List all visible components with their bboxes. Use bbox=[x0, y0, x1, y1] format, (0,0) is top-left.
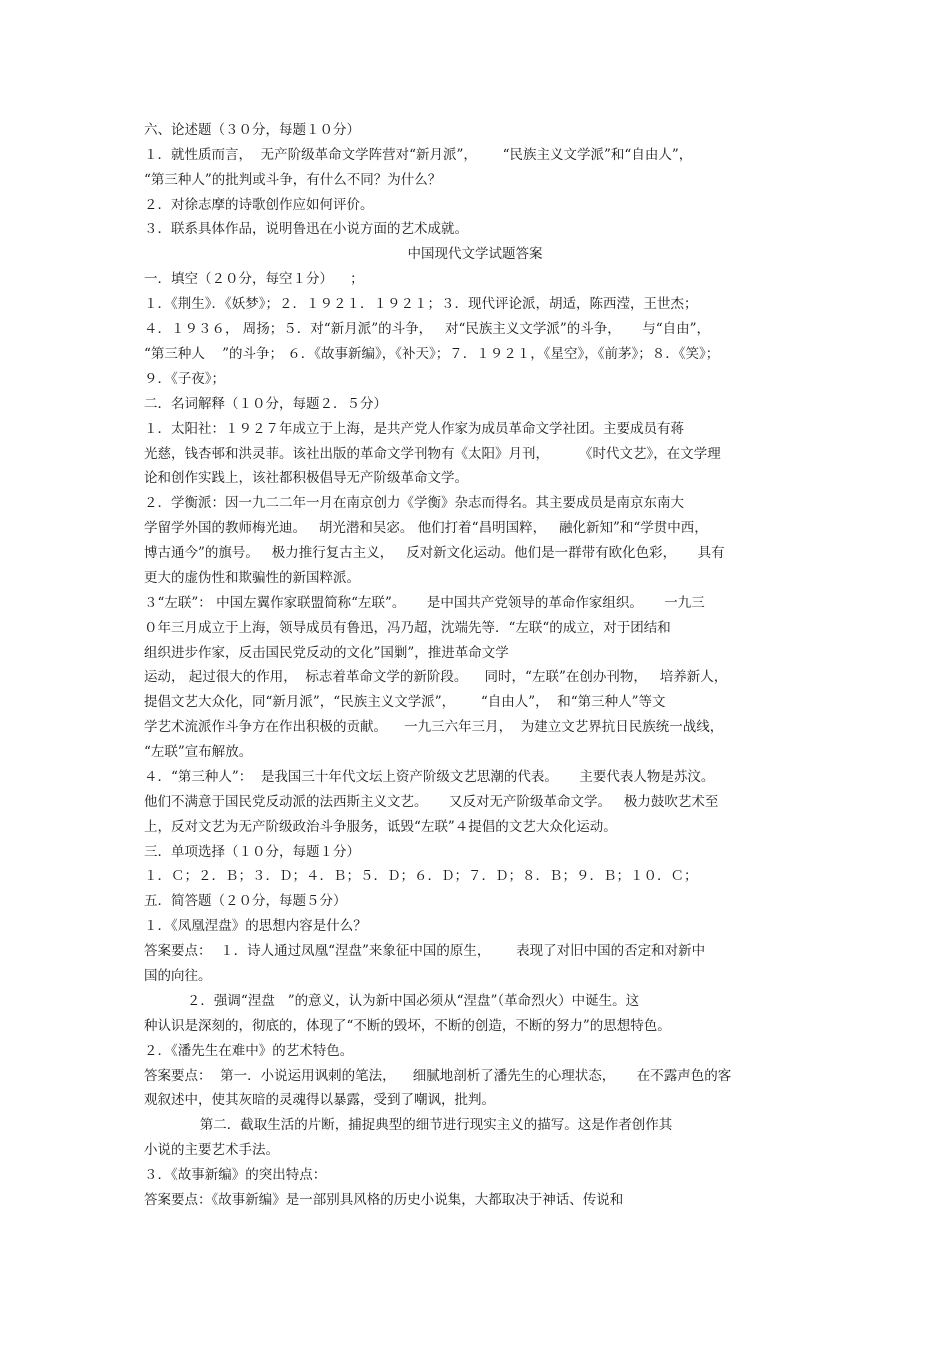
term-xueheng-3: 博古通今”的旗号。 极力推行复古主义， 反对新文化运动。他们是一群带有欧化色彩， 具有 bbox=[144, 545, 725, 561]
term-section-heading: 二．名词解释（１０分，每题２．５分） bbox=[144, 396, 387, 412]
short-answer-2-b: 观叙述中，使其灰暗的灵魂得以暴露，受到了嘲讽，批判。 bbox=[144, 1092, 495, 1108]
short-question-2: ２．《潘先生在难中》的艺术特色。 bbox=[144, 1043, 354, 1059]
essay-question-1-cont: “第三种人”的批判或斗争，有什么不同？为什么？ bbox=[144, 172, 442, 188]
term-zuolian-4: 运动， 起过很大的作用， 标志着革命文学的新阶段。 同时，“左联”在创办刊物， 培养新人， bbox=[144, 669, 728, 685]
term-zuolian-6: 学艺术流派作斗争方在作出积极的贡献。 一九三六年三月， 为建立文艺界抗日民族统一战线， bbox=[144, 719, 724, 735]
term-disanzhongren-2: 他们不满意于国民党反动派的法西斯主义文艺。 又反对无产阶级革命文学。 极力鼓吹艺术至 bbox=[144, 794, 719, 810]
fill-blank-answers-3: “第三种人 ”的斗争； ６．《故事新编》，《补天》；７．１９２１，《星空》，《前茅》；８．《笑》； bbox=[144, 346, 720, 362]
term-zuolian-3: 组织进步作家，反击国民党反动的文化”国剿”，推进革命文学 bbox=[144, 645, 509, 661]
short-answer-1-c: ２．强调“涅盘 ”的意义，认为新中国必须从“涅盘”（革命烈火）中诞生。这 bbox=[144, 993, 640, 1009]
term-zuolian-7: “左联”宣布解放。 bbox=[144, 744, 253, 760]
short-answer-3-a: 答案要点：《故事新编》是一部别具风格的历史小说集，大都取决于神话、传说和 bbox=[144, 1192, 624, 1208]
essay-question-2: ２．对徐志摩的诗歌创作应如何评价。 bbox=[144, 197, 374, 213]
short-answer-2-d: 小说的主要艺术手法。 bbox=[144, 1142, 279, 1158]
term-zuolian-5: 提倡文艺大众化，同“新月派”，“民族主义文学派”， “自由人”， 和“第三种人”等文 bbox=[144, 694, 666, 710]
term-disanzhongren-1: ４．“第三种人”： 是我国三十年代文坛上资产阶级文艺思潮的代表。 主要代表人物是苏汶。 bbox=[144, 769, 715, 785]
short-answer-2-a: 答案要点： 第一．小说运用讽刺的笔法， 细腻地剖析了潘先生的心理状态， 在不露声色的客 bbox=[144, 1068, 732, 1084]
fill-blank-answers-2: ４．１９３６， 周扬；５．对“新月派”的斗争， 对“民族主义文学派”的斗争， 与“自由”， bbox=[144, 321, 711, 337]
term-taiyangshe-2: 光慈，钱杏邨和洪灵菲。该社出版的革命文学刊物有《太阳》月刊， 《时代文艺》，在文学理 bbox=[144, 446, 721, 462]
short-answer-heading: 五．简答题（２０分，每题５分） bbox=[144, 893, 347, 909]
answers-title: 中国现代文学试题答案 bbox=[407, 246, 543, 262]
short-answer-1-d: 种认识是深刻的，彻底的，体现了“不断的毁坏，不断的创造，不断的努力”的思想特色。 bbox=[144, 1018, 671, 1034]
essay-section-heading: 六、论述题（３０分，每题１０分） bbox=[144, 122, 360, 138]
term-taiyangshe-3: 论和创作实践上，该社都积极倡导无产阶级革命文学。 bbox=[144, 470, 468, 486]
term-xueheng-2: 学留学外国的教师梅光迪。 胡光潜和吴宓。 他们打着“昌明国粹， 融化新知”和“学贯中西， bbox=[144, 520, 708, 536]
short-answer-1-b: 国的向往。 bbox=[144, 968, 212, 984]
short-question-3: ３．《故事新编》的突出特点： bbox=[144, 1167, 327, 1183]
short-answer-1-a: 答案要点： １．诗人通过凤凰“涅盘”来象征中国的原生， 表现了对旧中国的否定和对新中 bbox=[144, 943, 706, 959]
short-question-1: １．《凤凰涅盘》的思想内容是什么？ bbox=[144, 918, 367, 934]
term-zuolian-1: ３“左联”： 中国左翼作家联盟简称“左联”。 是中国共产党领导的革命作家组织。 一九三 bbox=[144, 595, 705, 611]
short-answer-2-c: 第二．截取生活的片断，捕捉典型的细节进行现实主义的描写。这是作者创作其 bbox=[144, 1117, 673, 1133]
term-disanzhongren-3: 上，反对文艺为无产阶级政治斗争服务，诋毁“左联”４提倡的文艺大众化运动。 bbox=[144, 819, 617, 835]
term-taiyangshe-1: １．太阳社：１９２７年成立于上海，是共产党人作家为成员革命文学社团。主要成员有蒋 bbox=[144, 421, 684, 437]
fill-blank-answers-1: １．《荆生》．《妖梦》；２．１９２１．１９２１；３．现代评论派，胡适，陈西滢，王世杰； bbox=[144, 296, 698, 312]
fill-blank-heading: 一．填空（２０分，每空１分） ； bbox=[144, 271, 364, 287]
fill-blank-answers-4: ９．《子夜》； bbox=[144, 371, 225, 387]
term-xueheng-1: ２．学衡派：因一九二二年一月在南京创力《学衡》杂志而得名。其主要成员是南京东南大 bbox=[144, 495, 684, 511]
term-zuolian-2: ０年三月成立于上海，领导成员有鲁迅，冯乃超，沈端先等．“左联“的成立，对于团结和 bbox=[144, 620, 671, 636]
choice-section-heading: 三．单项选择（１０分，每题１分） bbox=[144, 844, 360, 860]
essay-question-3: ３．联系具体作品，说明鲁迅在小说方面的艺术成就。 bbox=[144, 221, 468, 237]
choice-answers: １．Ｃ；２．Ｂ；３．Ｄ；４．Ｂ；５．Ｄ；６．Ｄ；７．Ｄ；８．Ｂ；９．Ｂ；１０．Ｃ； bbox=[144, 868, 698, 884]
term-xueheng-4: 更大的虚伪性和欺骗性的新国粹派。 bbox=[144, 570, 360, 586]
essay-question-1: １．就性质而言， 无产阶级革命文学阵营对“新月派”， “民族主义文学派”和“自由人”， bbox=[144, 147, 693, 163]
